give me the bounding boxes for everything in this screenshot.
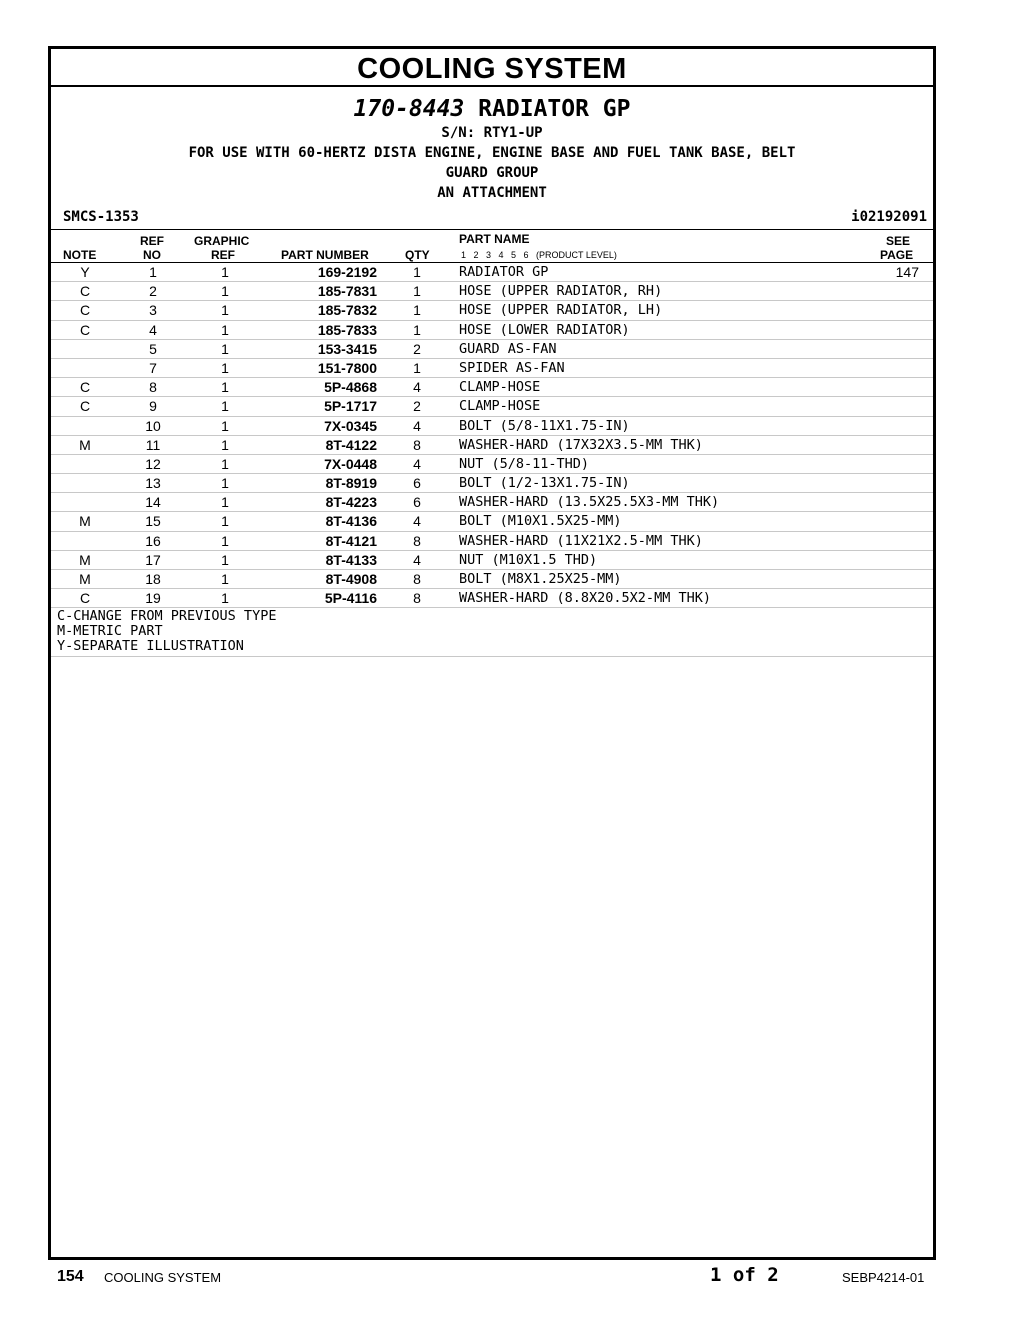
row-graphic-ref: 1 (221, 340, 229, 357)
row-part-number: 8T-8919 (325, 475, 377, 492)
row-qty: 1 (413, 283, 421, 300)
footer-doc-number: SEBP4214-01 (842, 1270, 925, 1285)
row-part-name: BOLT (1/2-13X1.75-IN) (459, 475, 630, 492)
row-note: C (79, 302, 91, 319)
row-part-number: 8T-4121 (325, 532, 377, 549)
row-graphic-ref: 1 (221, 264, 229, 280)
row-graphic-ref: 1 (221, 455, 229, 472)
row-qty: 1 (413, 264, 421, 280)
row-graphic-ref: 1 (221, 513, 229, 530)
usage-line-2: GUARD GROUP (445, 165, 539, 181)
col-see-bottom: PAGE (880, 248, 914, 262)
row-graphic-ref: 1 (221, 302, 229, 319)
row-graphic-ref: 1 (221, 590, 229, 607)
row-part-name: GUARD AS-FAN (459, 340, 557, 357)
row-part-number: 5P-4116 (324, 590, 377, 607)
row-part-name: WASHER-HARD (8.8X20.5X2-MM THK) (459, 590, 711, 607)
row-ref-no: 14 (145, 494, 161, 511)
row-qty: 2 (413, 340, 421, 357)
row-ref-no: 13 (145, 475, 161, 492)
col-graphic-top: GRAPHIC (194, 234, 250, 248)
row-ref-no: 3 (149, 302, 157, 319)
row-ref-no: 8 (149, 379, 157, 396)
row-graphic-ref: 1 (221, 551, 229, 568)
row-part-name: BOLT (5/8-11X1.75-IN) (459, 417, 630, 434)
row-part-number: 151-7800 (317, 359, 377, 376)
usage-line-1: FOR USE WITH 60-HERTZ DISTA ENGINE, ENGINE BASE AND FUEL TANK BASE, BELT (188, 145, 796, 161)
row-graphic-ref: 1 (221, 379, 229, 396)
row-part-number: 8T-4122 (325, 436, 377, 453)
row-part-number: 8T-4136 (325, 513, 377, 530)
row-qty: 4 (413, 513, 421, 530)
table-row (51, 417, 933, 436)
row-ref-no: 5 (149, 340, 157, 357)
row-graphic-ref: 1 (221, 283, 229, 300)
row-part-name: NUT (5/8-11-THD) (459, 455, 590, 472)
notes-legend (51, 608, 933, 657)
row-graphic-ref: 1 (221, 359, 229, 376)
row-part-name: BOLT (M10X1.5X25-MM) (459, 513, 622, 530)
row-ref-no: 9 (149, 398, 157, 415)
row-note: M (79, 513, 91, 530)
col-ref-bottom: NO (143, 248, 161, 262)
row-ref-no: 15 (145, 513, 161, 530)
row-note: M (79, 436, 91, 453)
row-part-name: SPIDER AS-FAN (459, 359, 565, 376)
row-graphic-ref: 1 (221, 494, 229, 511)
row-ref-no: 16 (145, 532, 161, 549)
row-part-number: 5P-1717 (324, 398, 377, 415)
row-note: C (79, 590, 91, 607)
page-footer (0, 1264, 1020, 1294)
table-row (51, 532, 933, 551)
table-row (51, 378, 933, 397)
row-part-name: NUT (M10X1.5 THD) (459, 551, 598, 568)
row-ref-no: 2 (149, 283, 157, 300)
table-row (51, 282, 933, 301)
col-part-name: PART NAME (459, 232, 530, 246)
parts-table (51, 263, 933, 608)
table-row (51, 493, 933, 512)
row-qty: 1 (413, 302, 421, 319)
row-part-number: 8T-4223 (325, 494, 377, 511)
table-row (51, 436, 933, 455)
column-header (51, 230, 933, 263)
row-part-number: 185-7832 (317, 302, 377, 319)
row-note: M (79, 571, 91, 587)
group-name: RADIATOR GP (478, 96, 631, 122)
table-row (51, 570, 933, 589)
row-part-name: HOSE (LOWER RADIATOR) (459, 321, 630, 338)
col-part-number: PART NUMBER (281, 248, 369, 262)
table-row (51, 321, 933, 340)
row-part-name: CLAMP-HOSE (459, 379, 541, 396)
row-qty: 8 (413, 532, 421, 549)
table-row (51, 455, 933, 474)
row-graphic-ref: 1 (221, 571, 229, 587)
row-note: C (79, 398, 91, 415)
row-part-name: WASHER-HARD (13.5X25.5X3-MM THK) (459, 494, 720, 511)
table-row (51, 397, 933, 416)
row-note: C (79, 321, 91, 338)
row-part-number: 8T-4133 (325, 551, 377, 568)
col-see-top: SEE (886, 234, 911, 248)
row-part-number: 185-7833 (317, 321, 377, 338)
row-part-name: CLAMP-HOSE (459, 398, 541, 415)
table-row (51, 340, 933, 359)
row-graphic-ref: 1 (221, 532, 229, 549)
row-part-number: 7X-0345 (324, 417, 377, 434)
row-ref-no: 7 (149, 359, 157, 376)
row-part-name: HOSE (UPPER RADIATOR, LH) (459, 302, 663, 319)
row-part-name: RADIATOR GP (459, 264, 549, 280)
row-graphic-ref: 1 (221, 417, 229, 434)
group-header (51, 95, 933, 203)
row-ref-no: 10 (145, 417, 161, 434)
illustration-id: i02192091 (851, 209, 927, 225)
table-row (51, 263, 933, 282)
row-part-name: HOSE (UPPER RADIATOR, RH) (459, 283, 663, 300)
table-row (51, 301, 933, 320)
row-ref-no: 18 (145, 571, 161, 587)
footer-page-number: 154 (57, 1268, 84, 1285)
row-note: Y (80, 264, 90, 280)
note-y: Y-SEPARATE ILLUSTRATION (57, 638, 244, 655)
row-graphic-ref: 1 (221, 321, 229, 338)
parts-page-frame (48, 46, 936, 1260)
row-part-name: BOLT (M8X1.25X25-MM) (459, 571, 622, 587)
row-qty: 4 (413, 417, 421, 434)
row-qty: 8 (413, 571, 421, 587)
row-part-number: 7X-0448 (324, 455, 377, 472)
footer-section: COOLING SYSTEM (104, 1270, 222, 1285)
footer-page-count: 1 of 2 (710, 1264, 779, 1286)
row-ref-no: 12 (145, 455, 161, 472)
row-ref-no: 19 (145, 590, 161, 607)
row-part-number: 169-2192 (317, 264, 377, 280)
col-product-levels: 1 2 3 4 5 6 (PRODUCT LEVEL) (461, 250, 617, 260)
row-qty: 4 (413, 551, 421, 568)
row-ref-no: 4 (149, 321, 157, 338)
row-graphic-ref: 1 (221, 475, 229, 492)
row-qty: 8 (413, 436, 421, 453)
row-graphic-ref: 1 (221, 436, 229, 453)
table-row (51, 589, 933, 608)
table-row (51, 551, 933, 570)
row-qty: 1 (413, 359, 421, 376)
row-qty: 2 (413, 398, 421, 415)
section-title: COOLING SYSTEM (51, 49, 933, 87)
row-ref-no: 17 (145, 551, 161, 568)
note-m: M-METRIC PART (57, 623, 163, 640)
group-part-number: 170-8443 (353, 96, 465, 122)
note-c: C-CHANGE FROM PREVIOUS TYPE (57, 608, 277, 625)
row-graphic-ref: 1 (221, 398, 229, 415)
table-row (51, 474, 933, 493)
serial-range: S/N: RTY1-UP (441, 125, 543, 141)
col-qty: QTY (405, 248, 430, 262)
col-graphic-bottom: REF (211, 248, 235, 262)
col-ref-top: REF (140, 234, 164, 248)
row-qty: 8 (413, 590, 421, 607)
row-part-number: 153-3415 (317, 340, 377, 357)
row-ref-no: 11 (145, 436, 161, 453)
row-qty: 4 (413, 379, 421, 396)
row-ref-no: 1 (149, 264, 157, 280)
usage-line-3: AN ATTACHMENT (437, 185, 547, 201)
table-row (51, 512, 933, 531)
row-part-number: 185-7831 (317, 283, 377, 300)
row-part-name: WASHER-HARD (17X32X3.5-MM THK) (459, 436, 703, 453)
row-part-name: WASHER-HARD (11X21X2.5-MM THK) (459, 532, 703, 549)
row-qty: 1 (413, 321, 421, 338)
row-qty: 6 (413, 494, 421, 511)
group-title (51, 95, 933, 123)
col-note: NOTE (63, 248, 97, 262)
row-part-number: 5P-4868 (324, 379, 377, 396)
row-qty: 4 (413, 455, 421, 472)
row-see-page: 147 (895, 264, 919, 280)
row-part-number: 8T-4908 (325, 571, 377, 587)
smcs-code: SMCS-1353 (63, 209, 139, 225)
row-note: C (79, 379, 91, 396)
smcs-row (51, 203, 933, 230)
row-note: M (79, 551, 91, 568)
row-qty: 6 (413, 475, 421, 492)
row-note: C (79, 283, 91, 300)
table-row (51, 359, 933, 378)
